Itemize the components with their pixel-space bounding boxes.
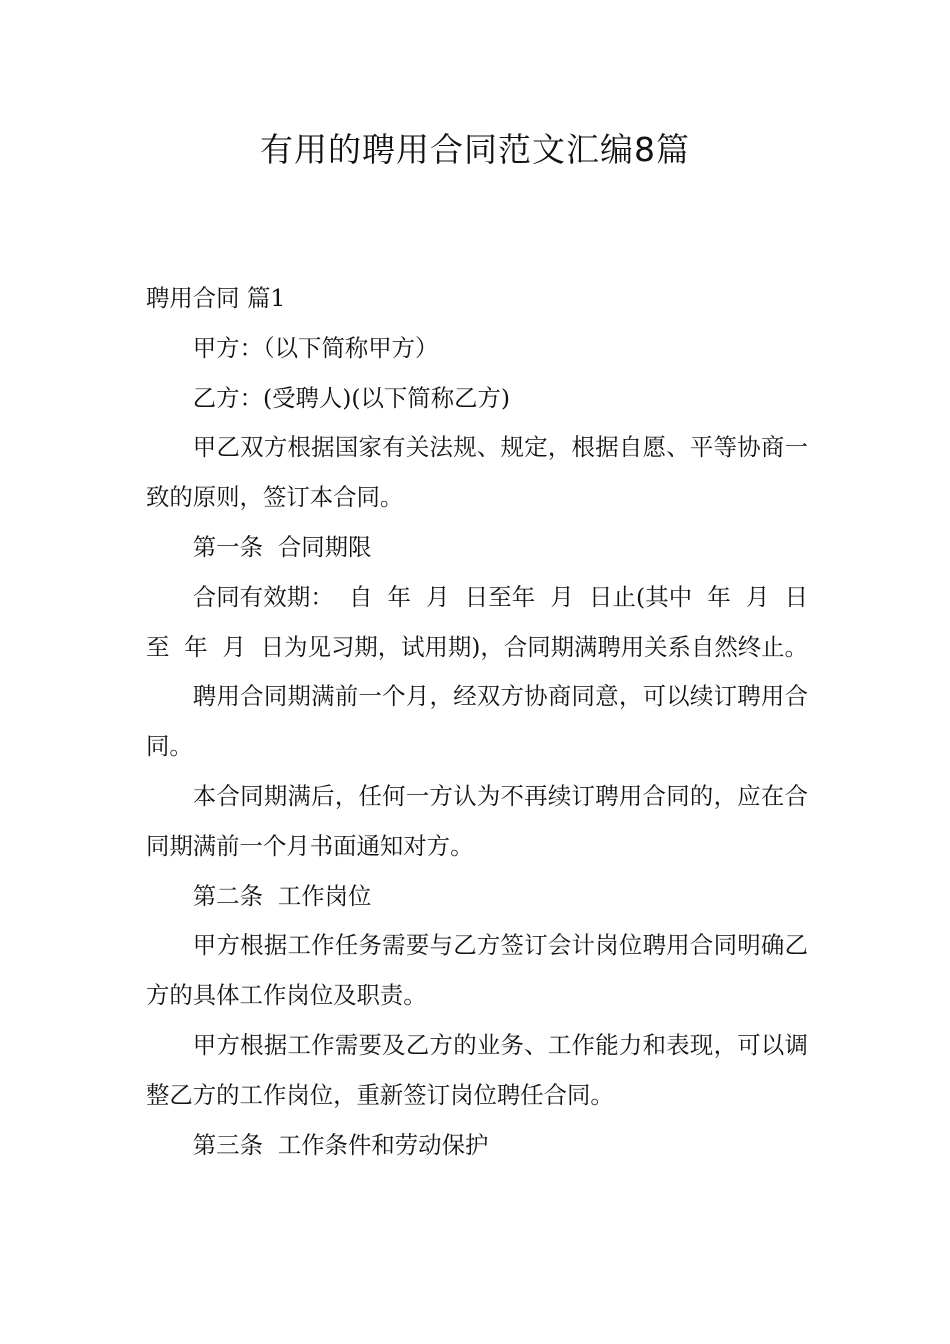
section-heading: 聘用合同 篇1 (146, 284, 286, 312)
document-body (146, 274, 808, 1170)
paragraph-position: 甲方根据工作任务需要与乙方签订会计岗位聘用合同明确乙方的具体工作岗位及职责。 (146, 931, 808, 1010)
paragraph-party-a: 甲方：（以下简称甲方） (192, 333, 439, 362)
article-1-heading: 第一条 合同期限 (192, 532, 372, 561)
article-3-heading: 第三条 工作条件和劳动保护 (192, 1130, 489, 1159)
paragraph-term: 合同有效期： 自 年 月 日至年 月 日止(其中 年 月 日至 年 月 日为见习期，试用期)，合同期满聘用关系自然终止。 (146, 582, 808, 661)
paragraph-position-adjust: 甲方根据工作需要及乙方的业务、工作能力和表现，可以调整乙方的工作岗位，重新签订岗位聘任合同。 (146, 1030, 808, 1109)
article-2-heading: 第二条 工作岗位 (192, 881, 372, 910)
paragraph-expiry-notice: 本合同期满后，任何一方认为不再续订聘用合同的，应在合同期满前一个月书面通知对方。 (146, 781, 808, 860)
document-title: 有用的聘用合同范文汇编8篇 (260, 130, 690, 169)
paragraph-party-b: 乙方：(受聘人)(以下简称乙方) (192, 383, 510, 412)
paragraph-preamble: 甲乙双方根据国家有关法规、规定，根据自愿、平等协商一致的原则，签订本合同。 (146, 433, 808, 512)
paragraph-renewal: 聘用合同期满前一个月，经双方协商同意，可以续订聘用合同。 (146, 682, 808, 761)
